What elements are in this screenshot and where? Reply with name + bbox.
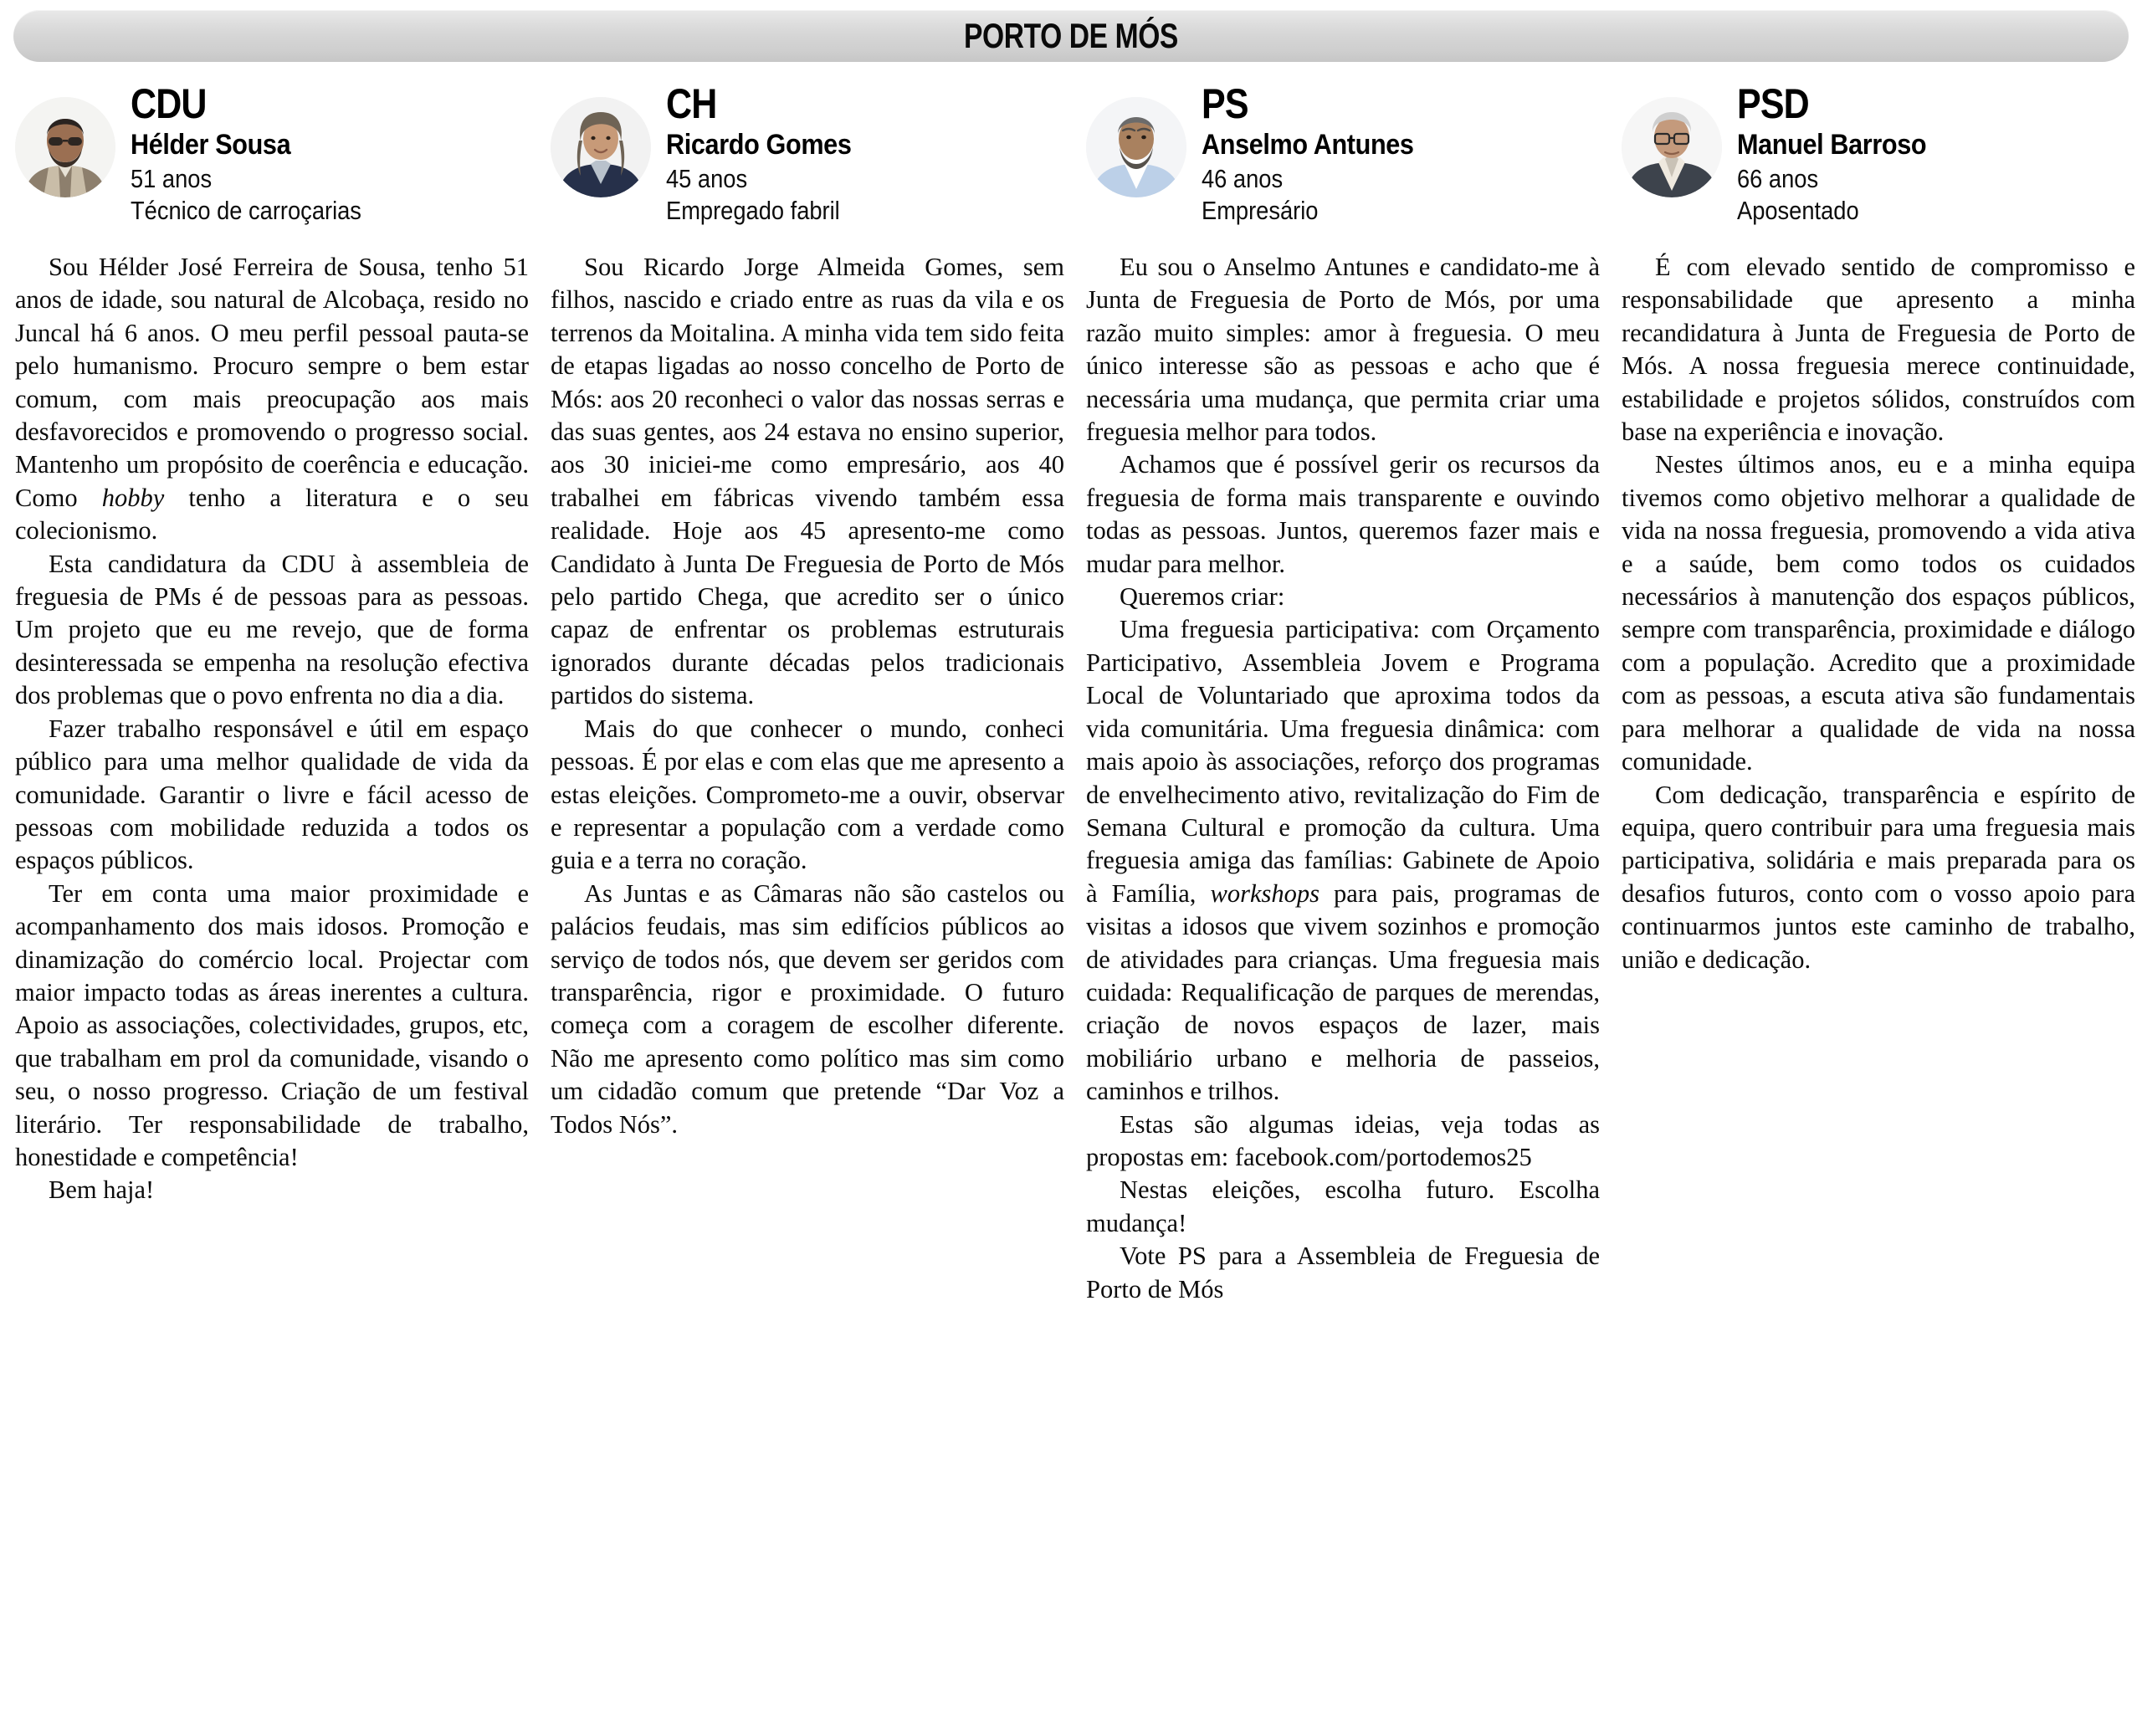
statement-paragraph: Nestes últimos anos, eu e a minha equipa tivemos como objetivo melhorar a qualidade de vida na nossa freguesia, promovendo a vida ativa e a saúde, bem como todos os cuidados necessários à manutenção dos espaços públicos, sempre com transparência, proximidade e diálogo com a população. Acredito que a proximidade com as pessoas, a escuta ativa são fundamentais para melhorar a qualidade de vida na nossa comunidade.: [1622, 450, 2135, 776]
candidate-name: Manuel Barroso: [1737, 129, 1927, 161]
statement-paragraph: Estas são algumas ideias, veja todas as propostas em: facebook.com/portodemos25: [1086, 1109, 1600, 1171]
statement-paragraph: Eu sou o Anselmo Antunes e candidato-me à Junta de Freguesia de Porto de Mós, por uma razão muito simples: amor à freguesia. O meu único interesse são as pessoas e acho que é necessária uma mudança, que permita criar uma freguesia melhor para todos.: [1086, 253, 1600, 447]
candidate-header-3: [1086, 65, 1600, 251]
candidate-name: Hélder Sousa: [131, 129, 291, 161]
statement-paragraph: Sou Ricardo Jorge Almeida Gomes, sem filhos, nascido e criado entre as ruas da vila e os terrenos da Moitalina. A minha vida tem sido feita de etapas ligadas ao nosso concelho de Porto de Mós: aos 20 reconheci o valor das nossas serras e das suas gentes, aos 24 estava no ensino superior, aos 30 iniciei-me como empresário, aos 40 trabalhei em fábricas vivendo também essa realidade. Hoje aos 45 apresento-me como Candidato à Junta De Freguesia de Porto de Mós pelo partido Chega, que acredito ser o único capaz de enfrentar os problemas estruturais ignorados durante décadas pelos tradicionais partidos do sistema.: [551, 253, 1064, 710]
party-label: CH: [666, 80, 717, 127]
portrait-avatar-3: [1086, 97, 1186, 197]
candidate-age: 51 anos: [131, 164, 213, 194]
candidate-statement-4: [1622, 251, 2135, 976]
candidate-header-1: [15, 65, 529, 251]
statement-paragraph: Fazer trabalho responsável e útil em espaço público para uma melhor qualidade de vida da comunidade. Garantir o livre e fácil acesso de pessoas com mobilidade reduzida a todos os espaços públicos.: [15, 714, 529, 875]
statement-paragraph: É com elevado sentido de compromisso e responsabilidade que apresento a minha recandidatura à Junta de Freguesia de Porto de Mós. A nossa freguesia merece continuidade, estabilidade e projetos sólidos, construídos com base na experiência e inovação.: [1622, 253, 2135, 447]
candidate-occupation: Aposentado: [1737, 196, 1859, 226]
candidates-grid: [0, 65, 2142, 1306]
candidate-meta-1: [131, 82, 529, 227]
candidate-column-4: [1622, 65, 2135, 1306]
statement-paragraph: Ter em conta uma maior proximidade e acompanhamento dos mais idosos. Promoção e dinamização do comércio local. Projectar com maior impacto todas as áreas inerentes a cultura. Apoio as associações, colectividades, grupos, etc, que trabalham em prol da comunidade, visando o seu, o nosso progresso. Criação de um festival literário. Ter responsabilidade de trabalho, honestidade e competência!: [15, 878, 529, 1171]
candidate-occupation: Empresário: [1202, 196, 1319, 226]
portrait-avatar-2: [551, 97, 651, 197]
page-title: PORTO DE MÓS: [964, 16, 1178, 55]
candidate-statement-1: [15, 251, 529, 1207]
statement-paragraph: Mais do que conhecer o mundo, conheci pessoas. É por elas e com elas que me apresento a estas eleições. Comprometo-me a ouvir, observar e representar a população com a verdade como guia e a terra no coração.: [551, 714, 1064, 875]
candidate-meta-2: [666, 82, 1064, 227]
statement-paragraph: Esta candidatura da CDU à assembleia de freguesia de PMs é de pessoas para as pessoas. Um projeto que eu me revejo, que de forma desinteressada se empenha na resolução efectiva dos problemas que o povo enfrenta no dia a dia.: [15, 549, 529, 710]
statement-paragraph: As Juntas e as Câmaras não são castelos ou palácios feudais, mas sim edifícios públicos ao serviço de todos nós, que devem ser geridos com transparência, rigor e proximidade. O futuro começa com a coragem de escolher diferente. Não me apresento como político mas sim como um cidadão comum que pretende “Dar Voz a Todos Nós”.: [551, 878, 1064, 1139]
section-banner: [13, 10, 2129, 62]
candidate-column-1: [15, 65, 529, 1306]
candidate-column-3: [1086, 65, 1600, 1306]
candidate-column-2: [551, 65, 1064, 1306]
candidate-occupation: Técnico de carroçarias: [131, 196, 361, 226]
statement-paragraph: Sou Hélder José Ferreira de Sousa, tenho 51 anos de idade, sou natural de Alcobaça, resido no Juncal há 6 anos. O meu perfil pessoal pauta-se pelo humanismo. Procuro sempre o bem estar comum, com mais preocupação aos mais desfavorecidos e promovendo o progresso social. Mantenho um propósito de coerência e educação. Como hobby tenho a literatura e o seu colecionismo.: [15, 253, 529, 545]
statement-paragraph: Achamos que é possível gerir os recursos da freguesia de forma mais transparente e ouvindo todas as pessoas. Juntos, queremos fazer mais e mudar para melhor.: [1086, 450, 1600, 578]
candidate-age: 66 anos: [1737, 164, 1819, 194]
candidate-name: Anselmo Antunes: [1202, 129, 1414, 161]
candidate-occupation: Empregado fabril: [666, 196, 840, 226]
party-label: PS: [1202, 80, 1248, 127]
candidate-meta-4: [1737, 82, 2135, 227]
candidate-statement-2: [551, 251, 1064, 1141]
statement-paragraph: Vote PS para a Assembleia de Freguesia de Porto de Mós: [1086, 1242, 1600, 1303]
candidate-age: 45 anos: [666, 164, 748, 194]
statement-paragraph: Queremos criar:: [1120, 582, 1285, 612]
candidate-header-4: [1622, 65, 2135, 251]
portrait-avatar-1: [15, 97, 115, 197]
candidate-name: Ricardo Gomes: [666, 129, 852, 161]
statement-paragraph: Uma freguesia participativa: com Orçamento Participativo, Assembleia Jovem e Programa Local de Voluntariado que aproxima todos da vida comunitária. Uma freguesia dinâmica: com mais apoio às associações, reforço dos programas de envelhecimento ativo, revitalização do Fim de Semana Cultural e promoção da cultura. Uma freguesia amiga das famílias: Gabinete de Apoio à Família, workshops para pais, programas de visitas a idosos que vivem sozinhos e promoção de atividades para crianças. Uma freguesia mais cuidada: Requalificação de parques de merendas, criação de novos espaços de lazer, mais mobiliário urbano e melhoria de passeios, caminhos e trilhos.: [1086, 615, 1600, 1106]
statement-paragraph: Com dedicação, transparência e espírito de equipa, quero contribuir para uma freguesia mais participativa, solidária e mais preparada para os desafios futuros, conto com o vosso apoio para continuarmos juntos este caminho de trabalho, união e dedicação.: [1622, 780, 2135, 974]
statement-paragraph: Bem haja!: [49, 1175, 155, 1205]
candidate-header-2: [551, 65, 1064, 251]
party-label: PSD: [1737, 80, 1809, 127]
statement-paragraph: Nestas eleições, escolha futuro. Escolha mudança!: [1086, 1175, 1600, 1237]
candidate-meta-3: [1202, 82, 1600, 227]
portrait-avatar-4: [1622, 97, 1722, 197]
candidate-statement-3: [1086, 251, 1600, 1306]
candidate-age: 46 anos: [1202, 164, 1284, 194]
page-header: [0, 0, 2142, 65]
party-label: CDU: [131, 80, 207, 127]
